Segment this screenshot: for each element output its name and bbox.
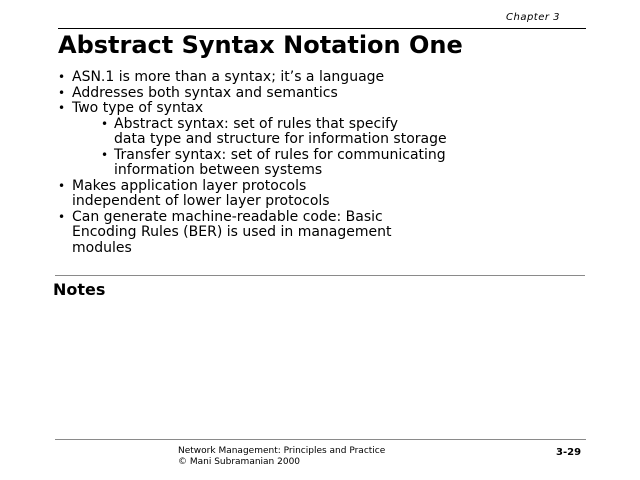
top-rule — [58, 28, 586, 29]
bullet-dot-icon: • — [101, 147, 109, 162]
book-title: Network Management: Principles and Practice — [178, 446, 386, 456]
bullet-text-line: Addresses both syntax and semantics — [72, 84, 338, 101]
bullet-text-line: Two type of syntax — [72, 100, 204, 116]
bullet-item — [58, 148, 628, 179]
bullet-item — [58, 179, 628, 210]
bullet-text-line: Encoding Rules (BER) is used in management — [72, 224, 392, 240]
bullet-text-line: Transfer syntax: set of rules for communicating — [114, 146, 446, 163]
notes-heading: Notes — [53, 280, 106, 299]
bullet-dot-icon: • — [58, 85, 66, 100]
page-number: 3-29 — [556, 447, 582, 458]
bullet-item — [58, 70, 628, 86]
bullet-text-line: Abstract syntax: set of rules that specify — [114, 115, 399, 132]
chapter-label: Chapter 3 — [506, 12, 561, 23]
bullet-text-line: modules — [72, 239, 132, 256]
footer-text — [178, 446, 385, 468]
bullet-item — [58, 86, 628, 102]
bullet-text-line: Can generate machine-readable code: Basic — [72, 208, 383, 225]
bullet-dot-icon: • — [58, 209, 66, 224]
slide-title: Abstract Syntax Notation One — [58, 31, 463, 59]
bullet-item — [58, 210, 628, 257]
notes-rule — [55, 275, 585, 276]
bullet-text-line: ASN.1 is more than a syntax; it’s a language — [72, 69, 385, 85]
bullet-item — [58, 101, 628, 117]
bullet-list — [58, 70, 628, 256]
footer-rule — [55, 439, 586, 440]
bullet-text-line: data type and structure for information storage — [114, 131, 447, 147]
bullet-dot-icon: • — [58, 178, 66, 193]
bullet-item — [58, 117, 628, 148]
bullet-text-line: independent of lower layer protocols — [72, 193, 330, 209]
bullet-dot-icon: • — [58, 101, 66, 115]
bullet-dot-icon: • — [58, 70, 66, 84]
bullet-dot-icon: • — [101, 116, 109, 131]
copyright-notice: © Mani Subramanian 2000 — [178, 457, 301, 467]
bullet-text-line: Makes application layer protocols — [72, 177, 307, 194]
bullet-text-line: information between systems — [114, 162, 323, 178]
